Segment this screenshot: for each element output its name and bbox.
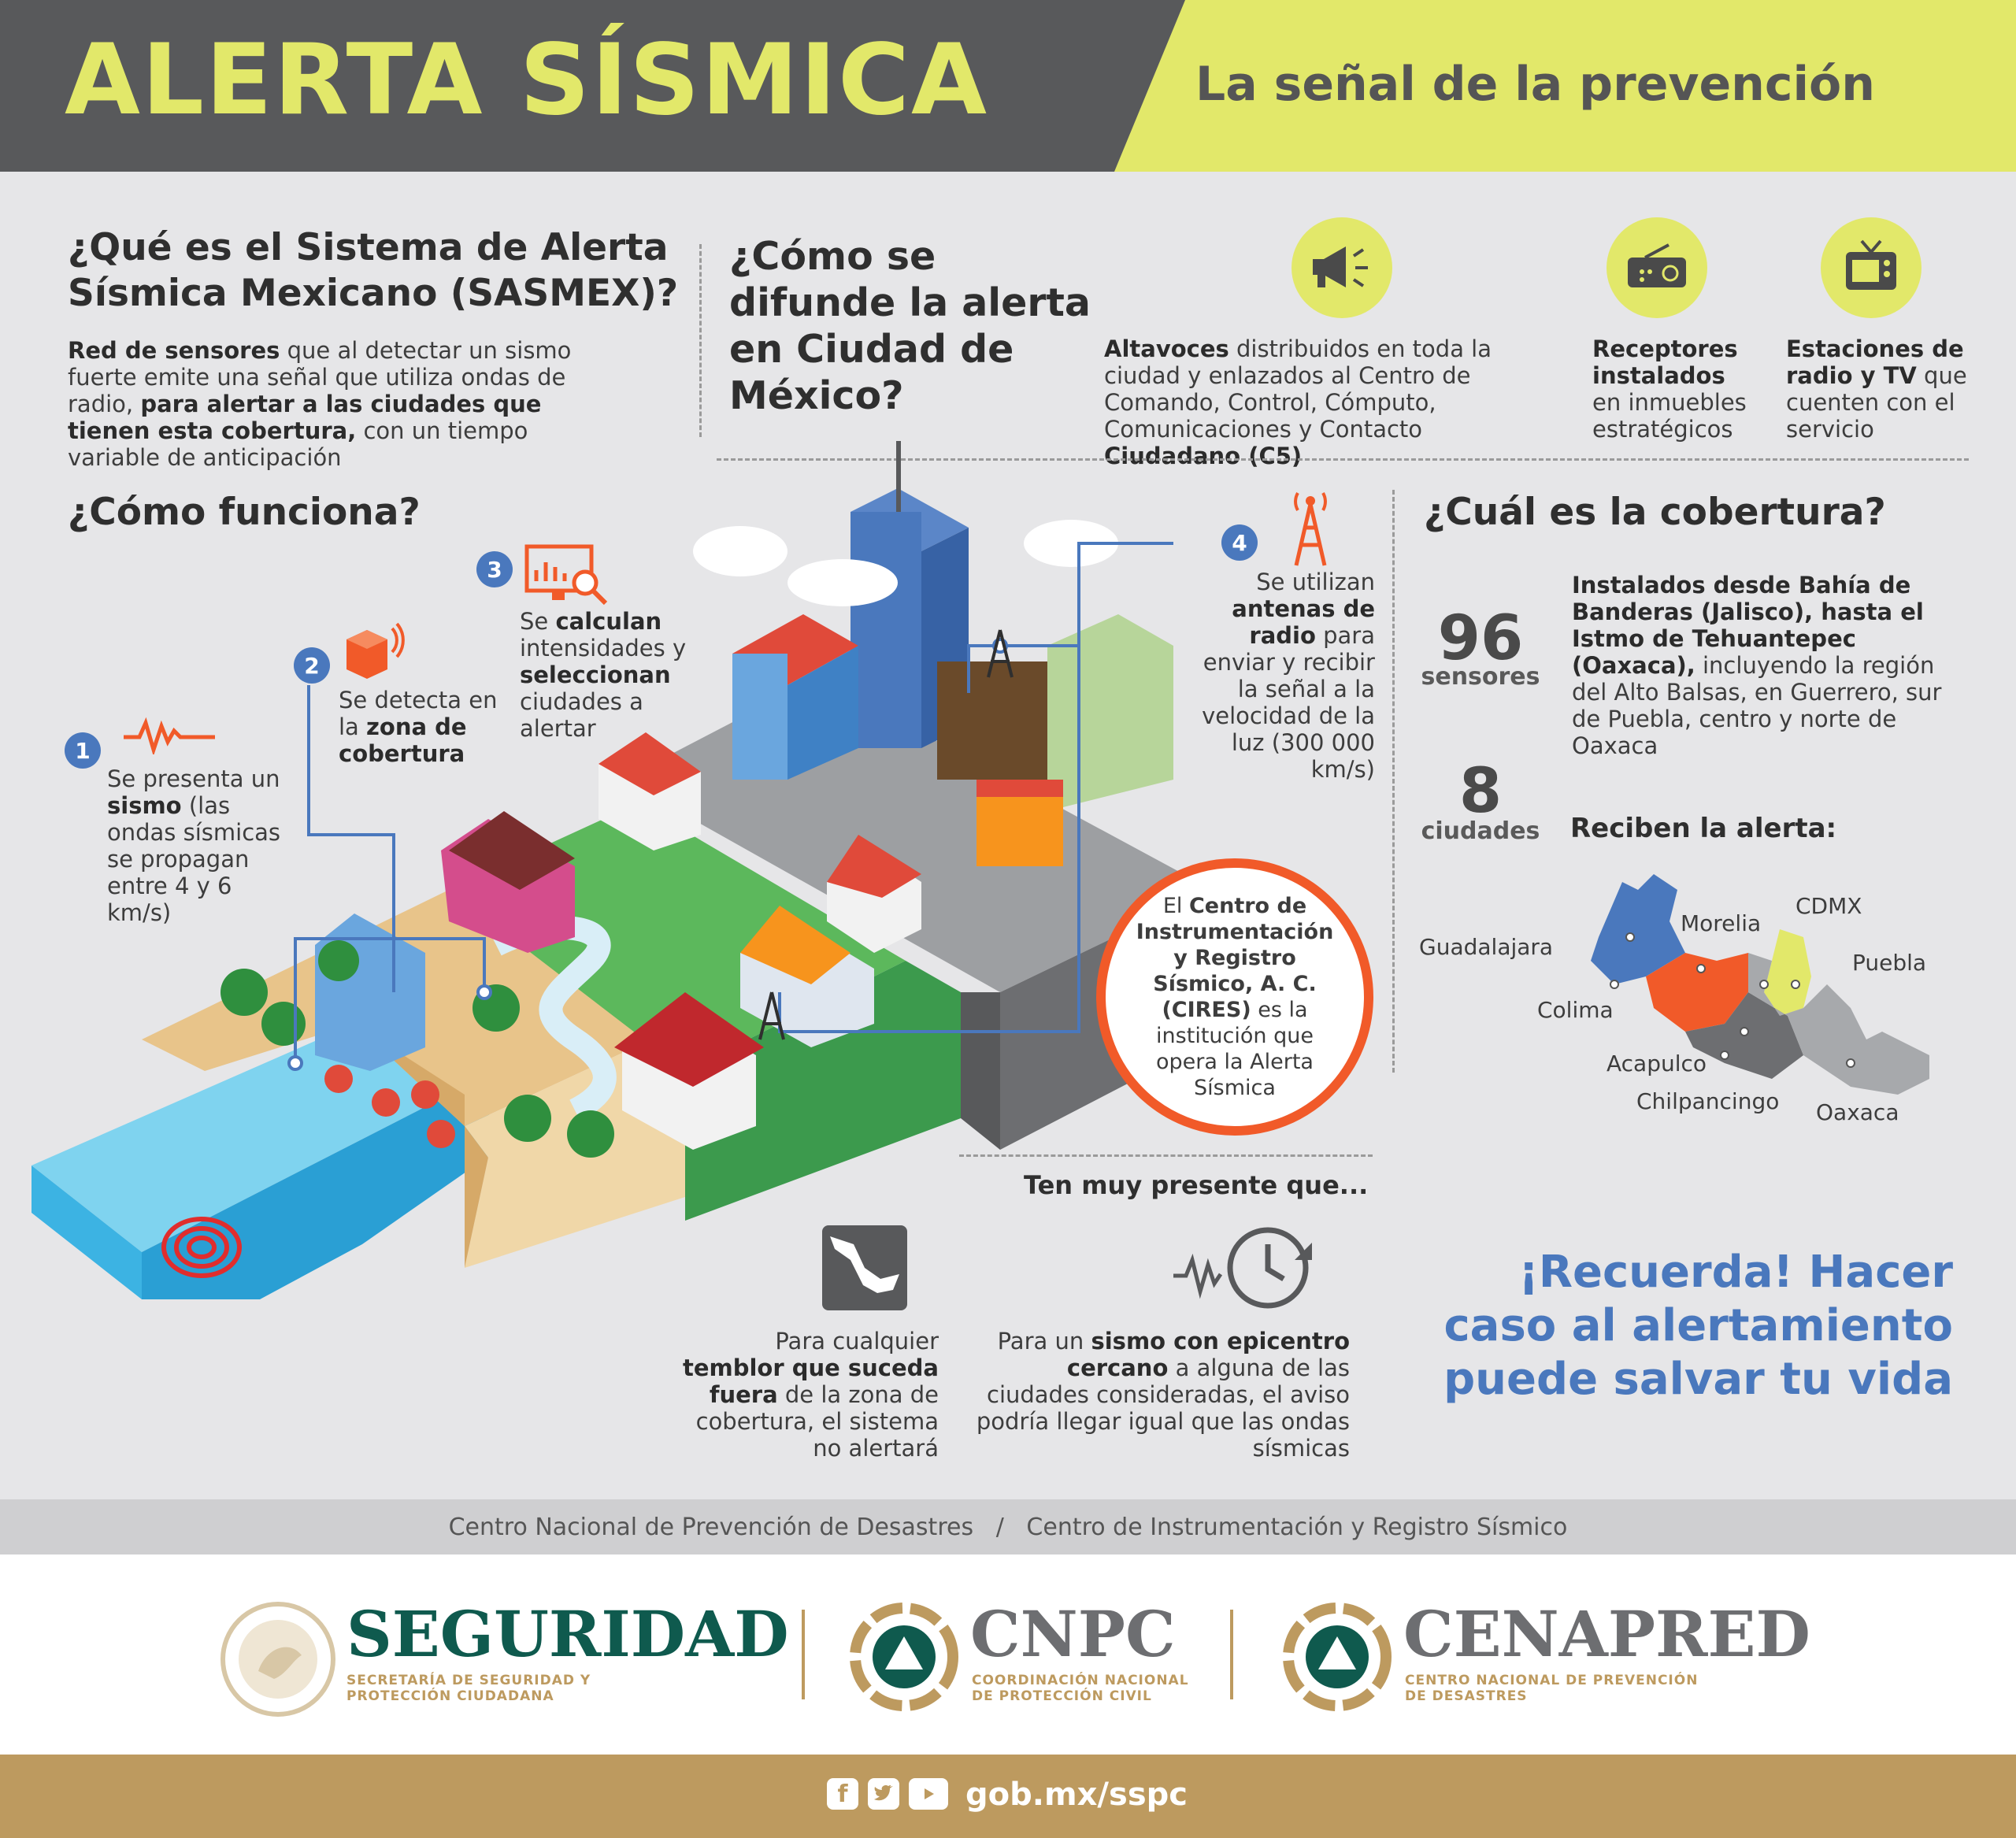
step-3-t3: ciudades a alertar [520,688,643,742]
cires-bold: Centro de Instrumentación y Registro Sísmico, A. C. (CIRES) [1136,894,1334,1022]
step-1-badge: 1 [65,732,101,769]
step-3-t2: intensidades y [520,635,687,661]
presente-a-t1: Para cualquier [775,1328,939,1354]
presente-heading: Ten muy presente que... [1024,1170,1369,1200]
cenapred-emblem-icon [1282,1602,1392,1712]
megaphone-icon [1292,217,1392,318]
logo-divider-1 [802,1610,805,1699]
seismic-wave-icon [122,715,217,754]
data-analysis-icon [524,543,610,606]
ciudades-count: 8 [1458,756,1503,827]
seguridad-logo-text: SEGURIDAD [346,1597,789,1671]
estaciones-text [1786,335,1975,443]
tall-building [850,512,921,748]
step-4-text [1197,569,1375,783]
altavoces-bold: Altavoces [1104,335,1229,362]
cnpc-emblem-icon [849,1602,959,1712]
cnpc-logo-sub: COORDINACIÓN NACIONAL DE PROTECCIÓN CIVIL [972,1673,1189,1704]
antenna-mast [896,441,901,512]
sasmex-text-2: con un tiempo variable de anticipación [68,417,528,471]
cloud-1 [693,526,788,576]
step-1-t2: (las ondas sísmicas se propagan entre 4 y 6 km/s) [107,792,281,926]
map-label-puebla: Puebla [1852,950,1927,976]
cnpc-logo-text: CNPC [970,1597,1176,1671]
seismic-clock-icon [1172,1219,1321,1315]
youtube-icon[interactable] [909,1778,948,1810]
presente-a-text [679,1328,939,1462]
cobertura-text [1572,572,1973,759]
step-4-t2: para enviar y recibir la señal a la velocidad de la luz (300 000 km/s) [1202,622,1375,783]
seguridad-logo-sub: SECRETARÍA DE SEGURIDAD Y PROTECCIÓN CIUDADANA [346,1673,591,1704]
receptores-body: en inmuebles estratégicos [1592,389,1747,443]
cobertura-body: incluyendo la región del Alto Balsas, en Guerrero, sur de Puebla, centro y norte de Oaxaca [1572,652,1942,759]
step-2-t1: Se detecta en la [339,687,498,740]
recuerda-message: ¡Recuerda! Hacer caso al alertamiento puede salvar tu vida [1443,1247,1953,1405]
step-3-bold: calculan [555,608,662,635]
cobertura-bold: Instalados desde Bahía de Banderas (Jalisco), hasta el Istmo de Tehuantepec (Oaxaca), [1572,572,1924,679]
step-1-bold: sismo [107,792,182,819]
cenapred-logo-text: CENAPRED [1403,1597,1810,1671]
mexico-seal-logo [219,1600,337,1718]
reciben-label: Reciben la alerta: [1570,813,1837,844]
map-label-oaxaca: Oaxaca [1816,1099,1899,1125]
step-4-bold: antenas de radio [1232,595,1375,649]
ciudades-label: ciudades [1421,817,1540,845]
presente-b-text [961,1328,1350,1462]
step-2-text [339,687,504,767]
facebook-icon[interactable]: f [827,1778,858,1810]
estaciones-body: que cuenten con el servicio [1786,362,1967,443]
website-link[interactable]: gob.mx/sspc [965,1777,1188,1813]
radio-tower-icon [1288,490,1332,569]
receptores-text [1592,335,1758,443]
altavoces-bold-2: Ciudadano (C5) [1104,443,1303,469]
sensores-label: sensores [1421,663,1540,691]
twitter-icon[interactable] [868,1778,899,1810]
step-2-badge: 2 [294,647,330,684]
step-3-text [520,608,701,742]
step-4-t1: Se utilizan [1256,569,1375,595]
divider-v1 [699,244,702,437]
sasmex-text-bold-2: para alertar a las ciudades que tienen esta cobertura, [68,391,542,444]
step-3-badge: 3 [476,551,513,587]
altavoces-body: distribuidos en toda la ciudad y enlazados al Centro de Comando, Control, Cómputo, Comunicaciones y Contacto [1104,335,1492,443]
step-1-text [107,765,288,926]
map-label-colima: Colima [1537,997,1614,1023]
map-label-guadalajara: Guadalajara [1419,934,1554,960]
sensor-box-icon [340,622,411,685]
page-subtitle: La señal de la prevención [1195,57,1875,112]
presente-b-t1: Para un [997,1328,1091,1354]
divider-h2 [959,1154,1373,1157]
cires-callout [1096,858,1373,1136]
map-label-acapulco: Acapulco [1606,1051,1707,1076]
cobertura-heading: ¿Cuál es la cobertura? [1424,491,1886,534]
divider-v2 [1392,490,1395,1073]
map-label-morelia: Morelia [1681,910,1762,936]
blue-house [732,654,788,780]
presente-b-t2: a alguna de las ciudades consideradas, el aviso podría llegar igual que las ondas sísmicas [976,1354,1350,1462]
step-2-bold: zona de cobertura [339,713,467,767]
presente-b-bold: sismo con epicentro cercano [1066,1328,1350,1381]
footer-credits: Centro Nacional de Prevención de Desastres / Centro de Instrumentación y Registro Sísmico [448,1514,1568,1541]
sasmex-heading: ¿Qué es el Sistema de Alerta Sísmica Mexicano (SASMEX)? [68,226,679,315]
brown-building [937,661,1055,780]
funciona-heading: ¿Cómo funciona? [68,491,421,534]
sensores-count: 96 [1437,603,1524,674]
page-title: ALERTA SÍSMICA [65,24,988,137]
receptores-bold: Receptores instalados [1592,335,1738,389]
cires-text [1128,893,1342,1101]
difusion-heading: ¿Cómo se difunde la alerta en Ciudad de México? [729,234,1091,418]
green-building [1047,614,1173,811]
cires-t1: El [1162,894,1189,918]
map-label-cdmx: CDMX [1796,893,1862,919]
presente-a-bold: temblor que suceda fuera [682,1354,939,1408]
presente-a-t2: de la zona de cobertura, el sistema no alertará [695,1381,939,1462]
estaciones-bold: Estaciones de radio y TV [1786,335,1964,389]
step-3-t1: Se [520,608,556,635]
sasmex-text-bold-1: Red de sensores [68,337,280,364]
mexico-map-icon [819,1222,910,1314]
step-3-bold-2: seleccionan [520,661,671,688]
cenapred-logo-sub: CENTRO NACIONAL DE PREVENCIÓN DE DESASTRES [1405,1673,1699,1704]
cloud-2 [788,559,898,606]
sasmex-text-1: que al detectar un sismo fuerte emite una señal que utiliza ondas de radio, [68,337,572,417]
radio-receiver-icon [1606,217,1707,318]
map-label-chilpancingo: Chilpancingo [1636,1088,1780,1114]
cires-t2: es la institución que opera la Alerta Sísmica [1156,998,1314,1100]
logo-divider-2 [1230,1610,1233,1699]
city-illustration [24,441,1299,1417]
step-4-badge: 4 [1221,524,1258,561]
step-1-t1: Se presenta un [107,765,280,792]
tv-icon [1821,217,1922,318]
